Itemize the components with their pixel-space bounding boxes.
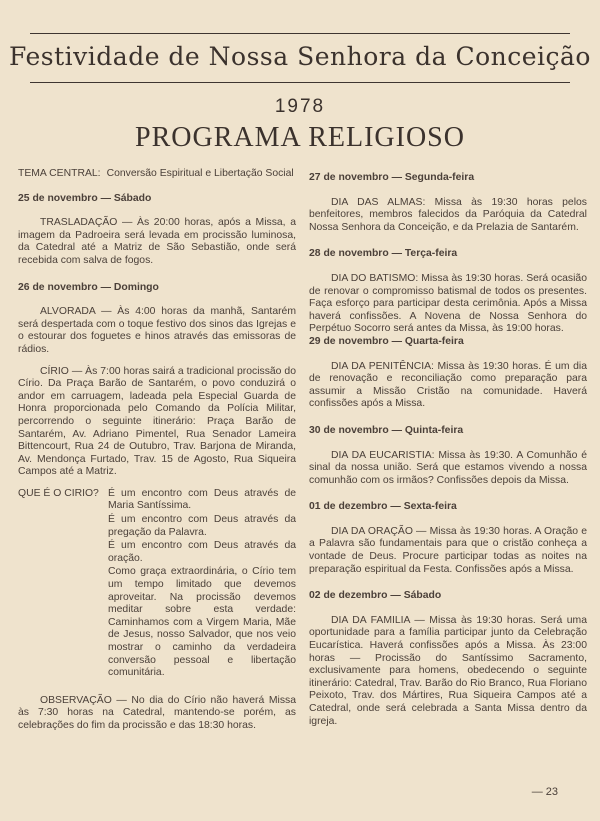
paragraph: OBSERVAÇÃO — No dia do Círio não haverá Missa às 7:30 horas na Catedral, mantendo-se porém, as celebrações do fim da procissão e das 18:30 horas. [18, 694, 296, 731]
page-title: Festividade de Nossa Senhora da Conceição [9, 42, 591, 71]
day-heading: 02 de dezembro — Sábado [309, 590, 442, 602]
answer-list [108, 488, 296, 681]
theme-value: Conversão Espiritual e Libertação Social [106, 168, 294, 179]
question-label: QUE É O CIRIO? [18, 487, 99, 499]
right-column [309, 172, 587, 737]
day-heading: 28 de novembro — Terça-feira [309, 248, 458, 260]
paragraph: CÍRIO — Às 7:00 horas sairá a tradicional procissão do Círio. Da Praça Barão de Santarém, o povo conduzirá o andor em carruagem, ladeada pela Especial Guarda de Honra proporcionada pelo Comando da Polícia Militar, percorrendo o seguinte itinerário: Praça Barão de Santarém, Av. Adriano Pimentel, Rua Senador Lameira Bittencourt, Rua 24 de Outubro, Trav. Barjona de Miranda, Av. Mendonça Furtado, Trav. 15 de Agosto, Rua Siqueira Campos até a Matriz. [18, 365, 296, 478]
day-heading: 26 de novembro — Domingo [18, 281, 159, 293]
what-is-cirio [18, 488, 296, 681]
bottom-rule [30, 82, 570, 83]
year: 1978 [274, 96, 326, 117]
answer-item: É um encontro com Deus através de Maria Santíssima. [108, 487, 296, 512]
paragraph: TRASLADAÇÃO — Às 20:00 horas, após a Missa, a imagem da Padroeira será levada em procissão luminosa, da Catedral até a Matriz de São Sebastião, onde será recebida com salva de fogos. [18, 217, 296, 266]
paragraph: DIA DAS ALMAS: Missa às 19:30 horas pelos benfeitores, membros falecidos da Paróquia da Catedral Nossa Senhora da Conceição, e da Prelazia de Santarém. [309, 196, 587, 233]
central-theme [18, 168, 296, 181]
paragraph: DIA DA PENITÊNCIA: Missa às 19:30 horas. É um dia de renovação e reconciliação como preparação para assumir a Missão Cristão na comunidade. Haverá confissões após a Missa. [309, 360, 587, 410]
subtitle: PROGRAMA RELIGIOSO [135, 122, 465, 153]
left-column [18, 168, 296, 742]
day-heading: 27 de novembro — Segunda-feira [309, 172, 475, 183]
top-rule [30, 33, 570, 34]
paragraph: DIA DA EUCARISTIA: Missa às 19:30. A Comunhão é sinal da nossa união. Será que estamos vivendo a nossa comunhão com os irmãos? Confissões depois da Missa. [309, 449, 587, 486]
paragraph: DIA DA FAMILIA — Missa às 19:30 horas. Será uma oportunidade para a família participar junto da Celebração Eucarística. Haverá confissões após a Missa. Às 23:00 horas — Procissão do Santíssimo Sacramento, exclusivamente para homens, obedecendo o seguinte itinerário: Catedral, Trav. Barão do Rio Branco, Rua Floriano Peixoto, Trav. dos Mártires, Rua Siqueira Campos até a Catedral, onde será celebrada a Santa Missa dentro da igreja. [309, 614, 587, 727]
paragraph: DIA DA ORAÇÃO — Missa às 19:30 horas. A Oração e a Palavra são fundamentais para que o cristão conheça a vontade de Deus. Procure participar todas as noites na preparação espiritual da Festa. Confissões após a Missa. [309, 525, 587, 575]
day-heading: 25 de novembro — Sábado [18, 192, 152, 204]
answer-item: Como graça extraordinária, o Círio tem um tempo limitado que devemos aproveitar. Na procissão devemos meditar sobre esta verdade: Caminhamos com a Virgem Maria, Mãe de Jesus, nosso Salvador, que nos veio mostrar o caminho da verdadeira conversão pessoal e libertação comunitária. [108, 566, 296, 679]
theme-label: TEMA CENTRAL: [18, 168, 101, 179]
day-heading: 01 de dezembro — Sexta-feira [309, 501, 457, 513]
day-heading: 29 de novembro — Quarta-feira [309, 335, 464, 347]
answer-item: É um encontro com Deus através da oração. [108, 540, 296, 564]
page-number: — 23 [531, 786, 558, 798]
paragraph: ALVORADA — Às 4:00 horas da manhã, Santarém será despertada com o toque festivo dos sinos das Igrejas e o estourar dos foguetes e hinos através das emissoras de rádios. [18, 306, 296, 355]
answer-item: É um encontro com Deus através da pregação da Palavra. [108, 514, 296, 538]
paragraph: DIA DO BATISMO: Missa às 19:30 horas. Será ocasião de renovar o compromisso batismal de todos os presentes. Faça esforço para participar desta cerimônia. Após a Missa haverá confissões. A Novena de Nossa Senhora do Perpétuo Socorro será antes da Missa, às 19:00 horas. [309, 272, 587, 335]
day-heading: 30 de novembro — Quinta-feira [309, 424, 464, 436]
